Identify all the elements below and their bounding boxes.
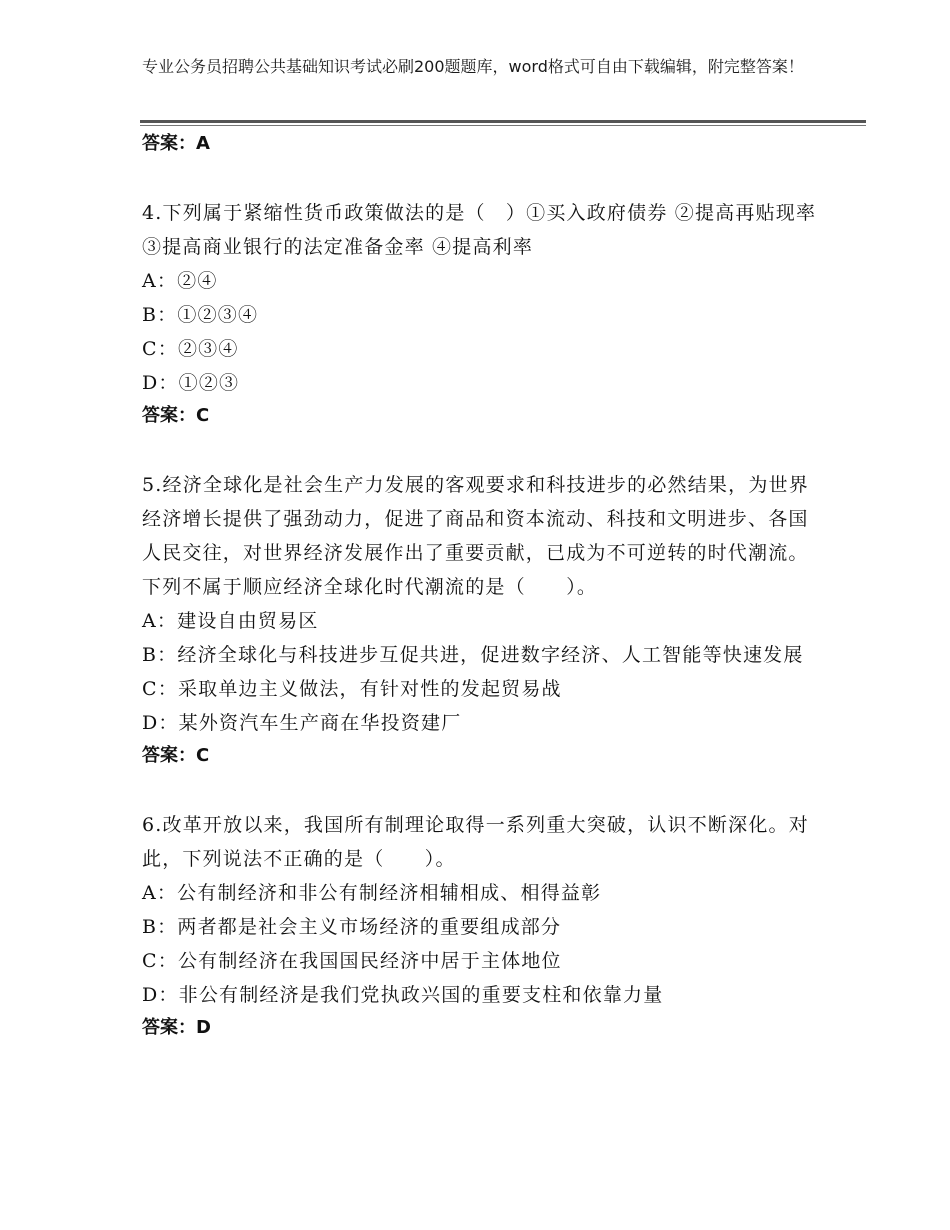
option-c: C：②③④ bbox=[142, 338, 239, 360]
answer-line: 答案：A bbox=[142, 133, 210, 154]
content-area bbox=[142, 128, 822, 1044]
option-a: A：建设自由贸易区 bbox=[142, 610, 319, 632]
question-stem: 5.经济全球化是社会生产力发展的客观要求和科技进步的必然结果，为世界经济增长提供了强劲动力，促进了商品和资本流动、科技和文明进步、各国人民交往，对世界经济发展作出了重要贡献，已成为不可逆转的时代潮流。下列不属于顺应经济全球化时代潮流的是（ ）。 bbox=[142, 474, 809, 598]
option-b: B：经济全球化与科技进步互促共进，促进数字经济、人工智能等快速发展 bbox=[142, 644, 804, 666]
option-c: C：公有制经济在我国国民经济中居于主体地位 bbox=[142, 950, 562, 972]
answer-line: 答案：C bbox=[142, 745, 210, 766]
answer-line: 答案：D bbox=[142, 1017, 211, 1038]
header-rule-thin bbox=[140, 125, 866, 126]
question-stem: 6.改革开放以来，我国所有制理论取得一系列重大突破，认识不断深化。对此，下列说法不正确的是（ ）。 bbox=[142, 814, 809, 870]
question-block-4 bbox=[142, 196, 822, 432]
option-d: D：①②③ bbox=[142, 372, 240, 394]
question-stem: 4.下列属于紧缩性货币政策做法的是（ ）①买入政府债券 ②提高再贴现率 ③提高商业银行的法定准备金率 ④提高利率 bbox=[142, 202, 817, 258]
question-block-6 bbox=[142, 808, 822, 1044]
answer-line: 答案：C bbox=[142, 405, 210, 426]
question-block-5 bbox=[142, 468, 822, 772]
option-a: A：公有制经济和非公有制经济相辅相成、相得益彰 bbox=[142, 882, 602, 904]
option-a: A：②④ bbox=[142, 270, 218, 292]
option-d: D：某外资汽车生产商在华投资建厂 bbox=[142, 712, 462, 734]
option-d: D：非公有制经济是我们党执政兴国的重要支柱和依靠力量 bbox=[142, 984, 664, 1006]
option-b: B：①②③④ bbox=[142, 304, 259, 326]
option-b: B：两者都是社会主义市场经济的重要组成部分 bbox=[142, 916, 562, 938]
option-c: C：采取单边主义做法，有针对性的发起贸易战 bbox=[142, 678, 562, 700]
page-header: 专业公务员招聘公共基础知识考试必刷200题题库，word格式可自由下载编辑，附完整答案！ bbox=[142, 57, 804, 76]
header-rule-thick bbox=[140, 120, 866, 123]
